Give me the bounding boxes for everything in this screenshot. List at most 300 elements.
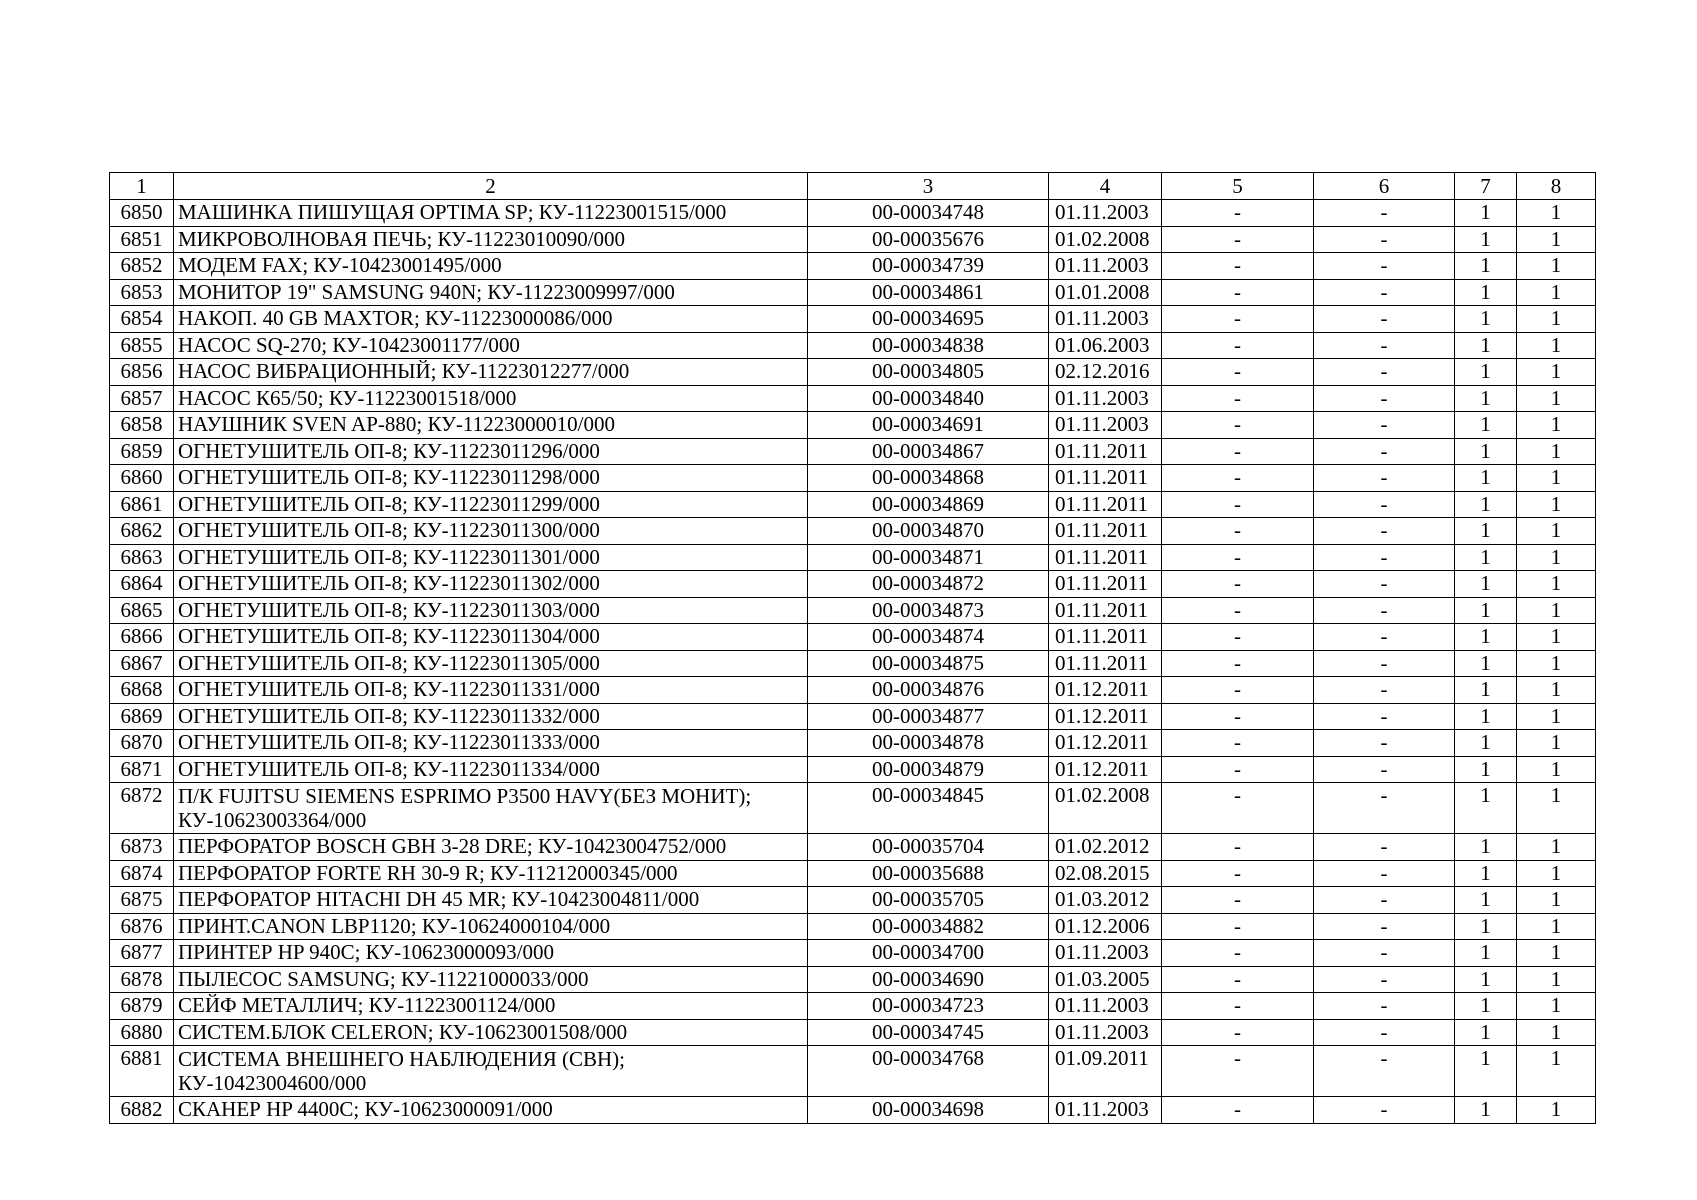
row-number: 6882: [110, 1097, 174, 1124]
date: 01.11.2003: [1049, 385, 1162, 412]
column-6-value: -: [1314, 438, 1455, 465]
column-7-value: 1: [1455, 834, 1517, 861]
date: 01.11.2011: [1049, 438, 1162, 465]
item-name: ПЕРФОРАТОР BOSCH GBH 3-28 DRE; КУ-10423004752/000: [174, 834, 808, 861]
column-7-value: 1: [1455, 438, 1517, 465]
table-row: [110, 518, 1596, 545]
inventory-code: 00-00034861: [808, 279, 1049, 306]
item-name: ОГНЕТУШИТЕЛЬ ОП-8; КУ-11223011301/000: [174, 544, 808, 571]
table-row: [110, 571, 1596, 598]
column-5-value: -: [1162, 887, 1314, 914]
column-7-value: 1: [1455, 913, 1517, 940]
date: 01.06.2003: [1049, 332, 1162, 359]
date: 01.01.2008: [1049, 279, 1162, 306]
inventory-code: 00-00034876: [808, 677, 1049, 704]
column-header-2: 2: [174, 173, 808, 200]
table-row: [110, 226, 1596, 253]
row-number: 6869: [110, 703, 174, 730]
item-name: НАКОП. 40 GB MAXTOR; КУ-11223000086/000: [174, 306, 808, 333]
column-5-value: -: [1162, 624, 1314, 651]
row-number: 6865: [110, 597, 174, 624]
column-6-value: -: [1314, 385, 1455, 412]
table-row: [110, 993, 1596, 1020]
row-number: 6856: [110, 359, 174, 386]
date: 01.09.2011: [1049, 1046, 1162, 1097]
item-name: МАШИНКА ПИШУЩАЯ OPTIMA SP; КУ-11223001515/000: [174, 200, 808, 227]
date: 01.02.2008: [1049, 783, 1162, 834]
column-5-value: -: [1162, 677, 1314, 704]
inventory-code: 00-00034878: [808, 730, 1049, 757]
column-5-value: -: [1162, 783, 1314, 834]
column-6-value: -: [1314, 491, 1455, 518]
table-row: [110, 438, 1596, 465]
column-5-value: -: [1162, 518, 1314, 545]
column-5-value: -: [1162, 412, 1314, 439]
column-5-value: -: [1162, 756, 1314, 783]
column-8-value: 1: [1517, 860, 1596, 887]
column-7-value: 1: [1455, 783, 1517, 834]
date: 01.11.2003: [1049, 253, 1162, 280]
column-5-value: -: [1162, 913, 1314, 940]
item-name: МОНИТОР 19" SAMSUNG 940N; КУ-11223009997/000: [174, 279, 808, 306]
row-number: 6879: [110, 993, 174, 1020]
column-5-value: -: [1162, 226, 1314, 253]
column-7-value: 1: [1455, 677, 1517, 704]
column-7-value: 1: [1455, 966, 1517, 993]
column-7-value: 1: [1455, 887, 1517, 914]
inventory-code: 00-00034869: [808, 491, 1049, 518]
column-8-value: 1: [1517, 279, 1596, 306]
date: 01.12.2011: [1049, 756, 1162, 783]
column-8-value: 1: [1517, 993, 1596, 1020]
column-7-value: 1: [1455, 597, 1517, 624]
date: 01.11.2003: [1049, 1097, 1162, 1124]
inventory-code: 00-00034838: [808, 332, 1049, 359]
column-7-value: 1: [1455, 993, 1517, 1020]
date: 01.11.2003: [1049, 993, 1162, 1020]
item-name: НАУШНИК SVEN AP-880; КУ-11223000010/000: [174, 412, 808, 439]
item-name: ПЕРФОРАТОР HITACHI DH 45 MR; КУ-10423004811/000: [174, 887, 808, 914]
column-8-value: 1: [1517, 385, 1596, 412]
date: 01.11.2011: [1049, 544, 1162, 571]
date: 01.11.2003: [1049, 200, 1162, 227]
column-7-value: 1: [1455, 253, 1517, 280]
column-5-value: -: [1162, 650, 1314, 677]
date: 02.12.2016: [1049, 359, 1162, 386]
column-6-value: -: [1314, 544, 1455, 571]
item-name: ОГНЕТУШИТЕЛЬ ОП-8; КУ-11223011299/000: [174, 491, 808, 518]
column-5-value: -: [1162, 834, 1314, 861]
column-8-value: 1: [1517, 306, 1596, 333]
date: 01.11.2003: [1049, 412, 1162, 439]
row-number: 6854: [110, 306, 174, 333]
date: 01.12.2011: [1049, 730, 1162, 757]
table-row: [110, 491, 1596, 518]
column-6-value: -: [1314, 703, 1455, 730]
column-8-value: 1: [1517, 359, 1596, 386]
table-row: [110, 385, 1596, 412]
column-8-value: 1: [1517, 1046, 1596, 1097]
column-8-value: 1: [1517, 518, 1596, 545]
column-5-value: -: [1162, 465, 1314, 492]
table-row: [110, 756, 1596, 783]
table-row: [110, 1019, 1596, 1046]
item-name: ОГНЕТУШИТЕЛЬ ОП-8; КУ-11223011296/000: [174, 438, 808, 465]
column-header-5: 5: [1162, 173, 1314, 200]
table-row: [110, 783, 1596, 834]
inventory-code: 00-00034882: [808, 913, 1049, 940]
column-5-value: -: [1162, 571, 1314, 598]
column-8-value: 1: [1517, 783, 1596, 834]
row-number: 6875: [110, 887, 174, 914]
row-number: 6876: [110, 913, 174, 940]
column-7-value: 1: [1455, 200, 1517, 227]
row-number: 6881: [110, 1046, 174, 1097]
item-name: ПРИНТ.CANON LBP1120; КУ-10624000104/000: [174, 913, 808, 940]
column-8-value: 1: [1517, 200, 1596, 227]
column-7-value: 1: [1455, 306, 1517, 333]
inventory-code: 00-00034873: [808, 597, 1049, 624]
row-number: 6874: [110, 860, 174, 887]
column-7-value: 1: [1455, 332, 1517, 359]
item-name: ОГНЕТУШИТЕЛЬ ОП-8; КУ-11223011304/000: [174, 624, 808, 651]
table-header: [110, 173, 1596, 200]
column-7-value: 1: [1455, 544, 1517, 571]
column-5-value: -: [1162, 597, 1314, 624]
row-number: 6850: [110, 200, 174, 227]
column-5-value: -: [1162, 1046, 1314, 1097]
row-number: 6851: [110, 226, 174, 253]
column-6-value: -: [1314, 571, 1455, 598]
item-name: ОГНЕТУШИТЕЛЬ ОП-8; КУ-11223011331/000: [174, 677, 808, 704]
column-7-value: 1: [1455, 940, 1517, 967]
column-8-value: 1: [1517, 887, 1596, 914]
column-7-value: 1: [1455, 730, 1517, 757]
column-7-value: 1: [1455, 518, 1517, 545]
row-number: 6880: [110, 1019, 174, 1046]
column-8-value: 1: [1517, 597, 1596, 624]
date: 02.08.2015: [1049, 860, 1162, 887]
column-5-value: -: [1162, 279, 1314, 306]
date: 01.12.2006: [1049, 913, 1162, 940]
column-7-value: 1: [1455, 226, 1517, 253]
column-6-value: -: [1314, 253, 1455, 280]
table-row: [110, 677, 1596, 704]
table-row: [110, 966, 1596, 993]
column-8-value: 1: [1517, 703, 1596, 730]
column-7-value: 1: [1455, 1097, 1517, 1124]
item-name: СИСТЕМА ВНЕШНЕГО НАБЛЮДЕНИЯ (СВН); КУ-10423004600/000: [174, 1046, 808, 1097]
column-7-value: 1: [1455, 703, 1517, 730]
date: 01.02.2008: [1049, 226, 1162, 253]
inventory-code: 00-00035688: [808, 860, 1049, 887]
table-row: [110, 834, 1596, 861]
column-5-value: -: [1162, 359, 1314, 386]
date: 01.03.2012: [1049, 887, 1162, 914]
column-5-value: -: [1162, 544, 1314, 571]
table-row: [110, 306, 1596, 333]
item-name: СИСТЕМ.БЛОК CELERON; КУ-10623001508/000: [174, 1019, 808, 1046]
item-name: ПЫЛЕСОС SAMSUNG; КУ-11221000033/000: [174, 966, 808, 993]
column-7-value: 1: [1455, 385, 1517, 412]
column-6-value: -: [1314, 279, 1455, 306]
item-name: НАСОС SQ-270; КУ-10423001177/000: [174, 332, 808, 359]
table-row: [110, 940, 1596, 967]
item-name: ОГНЕТУШИТЕЛЬ ОП-8; КУ-11223011298/000: [174, 465, 808, 492]
row-number: 6870: [110, 730, 174, 757]
date: 01.03.2005: [1049, 966, 1162, 993]
date: 01.11.2011: [1049, 650, 1162, 677]
column-7-value: 1: [1455, 860, 1517, 887]
item-name: ПЕРФОРАТОР FORTE RH 30-9 R; КУ-11212000345/000: [174, 860, 808, 887]
column-5-value: -: [1162, 860, 1314, 887]
inventory-code: 00-00034690: [808, 966, 1049, 993]
column-7-value: 1: [1455, 756, 1517, 783]
column-header-7: 7: [1455, 173, 1517, 200]
date: 01.12.2011: [1049, 703, 1162, 730]
row-number: 6863: [110, 544, 174, 571]
column-7-value: 1: [1455, 650, 1517, 677]
column-6-value: -: [1314, 730, 1455, 757]
inventory-code: 00-00034700: [808, 940, 1049, 967]
row-number: 6860: [110, 465, 174, 492]
column-5-value: -: [1162, 993, 1314, 1020]
inventory-code: 00-00034845: [808, 783, 1049, 834]
column-8-value: 1: [1517, 730, 1596, 757]
inventory-code: 00-00035704: [808, 834, 1049, 861]
column-header-4: 4: [1049, 173, 1162, 200]
column-8-value: 1: [1517, 438, 1596, 465]
column-6-value: -: [1314, 783, 1455, 834]
column-5-value: -: [1162, 253, 1314, 280]
column-5-value: -: [1162, 200, 1314, 227]
column-8-value: 1: [1517, 1019, 1596, 1046]
inventory-code: 00-00034739: [808, 253, 1049, 280]
column-6-value: -: [1314, 940, 1455, 967]
column-6-value: -: [1314, 993, 1455, 1020]
column-8-value: 1: [1517, 544, 1596, 571]
date: 01.02.2012: [1049, 834, 1162, 861]
item-name: СКАНЕР HP 4400C; КУ-10623000091/000: [174, 1097, 808, 1124]
column-8-value: 1: [1517, 226, 1596, 253]
column-8-value: 1: [1517, 624, 1596, 651]
inventory-code: 00-00034871: [808, 544, 1049, 571]
column-5-value: -: [1162, 332, 1314, 359]
column-8-value: 1: [1517, 677, 1596, 704]
column-6-value: -: [1314, 518, 1455, 545]
item-name: ПРИНТЕР HP 940C; КУ-10623000093/000: [174, 940, 808, 967]
date: 01.12.2011: [1049, 677, 1162, 704]
column-6-value: -: [1314, 226, 1455, 253]
column-5-value: -: [1162, 438, 1314, 465]
inventory-code: 00-00034872: [808, 571, 1049, 598]
item-name: ОГНЕТУШИТЕЛЬ ОП-8; КУ-11223011302/000: [174, 571, 808, 598]
column-5-value: -: [1162, 703, 1314, 730]
table-row: [110, 1046, 1596, 1097]
date: 01.11.2003: [1049, 940, 1162, 967]
inventory-code: 00-00034698: [808, 1097, 1049, 1124]
column-8-value: 1: [1517, 834, 1596, 861]
column-8-value: 1: [1517, 253, 1596, 280]
column-7-value: 1: [1455, 279, 1517, 306]
column-6-value: -: [1314, 597, 1455, 624]
inventory-code: 00-00034748: [808, 200, 1049, 227]
column-8-value: 1: [1517, 465, 1596, 492]
date: 01.11.2003: [1049, 306, 1162, 333]
row-number: 6862: [110, 518, 174, 545]
column-5-value: -: [1162, 385, 1314, 412]
column-7-value: 1: [1455, 571, 1517, 598]
item-name: НАСОС ВИБРАЦИОННЫЙ; КУ-11223012277/000: [174, 359, 808, 386]
column-5-value: -: [1162, 1097, 1314, 1124]
column-6-value: -: [1314, 200, 1455, 227]
row-number: 6866: [110, 624, 174, 651]
item-name: ОГНЕТУШИТЕЛЬ ОП-8; КУ-11223011333/000: [174, 730, 808, 757]
date: 01.11.2011: [1049, 571, 1162, 598]
inventory-code: 00-00034695: [808, 306, 1049, 333]
table-row: [110, 412, 1596, 439]
row-number: 6861: [110, 491, 174, 518]
inventory-table: [109, 172, 1596, 1124]
item-name: СЕЙФ МЕТАЛЛИЧ; КУ-11223001124/000: [174, 993, 808, 1020]
column-5-value: -: [1162, 730, 1314, 757]
row-number: 6857: [110, 385, 174, 412]
inventory-code: 00-00034870: [808, 518, 1049, 545]
inventory-code: 00-00034840: [808, 385, 1049, 412]
column-8-value: 1: [1517, 1097, 1596, 1124]
inventory-code: 00-00034805: [808, 359, 1049, 386]
table-row: [110, 253, 1596, 280]
column-8-value: 1: [1517, 491, 1596, 518]
inventory-code: 00-00034768: [808, 1046, 1049, 1097]
inventory-code: 00-00034745: [808, 1019, 1049, 1046]
item-name: ОГНЕТУШИТЕЛЬ ОП-8; КУ-11223011300/000: [174, 518, 808, 545]
row-number: 6872: [110, 783, 174, 834]
row-number: 6868: [110, 677, 174, 704]
column-header-1: 1: [110, 173, 174, 200]
table-row: [110, 332, 1596, 359]
table-row: [110, 730, 1596, 757]
column-6-value: -: [1314, 913, 1455, 940]
inventory-code: 00-00034874: [808, 624, 1049, 651]
table-row: [110, 887, 1596, 914]
column-6-value: -: [1314, 359, 1455, 386]
column-6-value: -: [1314, 860, 1455, 887]
inventory-code: 00-00035676: [808, 226, 1049, 253]
table-row: [110, 544, 1596, 571]
column-6-value: -: [1314, 465, 1455, 492]
table-row: [110, 465, 1596, 492]
row-number: 6853: [110, 279, 174, 306]
column-6-value: -: [1314, 412, 1455, 439]
column-6-value: -: [1314, 1097, 1455, 1124]
row-number: 6852: [110, 253, 174, 280]
column-5-value: -: [1162, 940, 1314, 967]
table-row: [110, 913, 1596, 940]
item-name: П/К FUJITSU SIEMENS ESPRIMO P3500 HAVY(БЕЗ МОНИТ); КУ-10623003364/000: [174, 783, 808, 834]
inventory-code: 00-00034877: [808, 703, 1049, 730]
table-row: [110, 703, 1596, 730]
row-number: 6878: [110, 966, 174, 993]
column-6-value: -: [1314, 834, 1455, 861]
item-name: ОГНЕТУШИТЕЛЬ ОП-8; КУ-11223011332/000: [174, 703, 808, 730]
table-row: [110, 860, 1596, 887]
item-name: НАСОС К65/50; КУ-11223001518/000: [174, 385, 808, 412]
item-name: ОГНЕТУШИТЕЛЬ ОП-8; КУ-11223011334/000: [174, 756, 808, 783]
column-6-value: -: [1314, 650, 1455, 677]
column-6-value: -: [1314, 332, 1455, 359]
column-header-8: 8: [1517, 173, 1596, 200]
column-6-value: -: [1314, 1046, 1455, 1097]
column-header-3: 3: [808, 173, 1049, 200]
row-number: 6877: [110, 940, 174, 967]
header-row: [110, 173, 1596, 200]
row-number: 6867: [110, 650, 174, 677]
table-row: [110, 279, 1596, 306]
table-row: [110, 650, 1596, 677]
date: 01.11.2011: [1049, 491, 1162, 518]
item-name: МИКРОВОЛНОВАЯ ПЕЧЬ; КУ-11223010090/000: [174, 226, 808, 253]
inventory-code: 00-00034879: [808, 756, 1049, 783]
date: 01.11.2011: [1049, 597, 1162, 624]
inventory-code: 00-00034867: [808, 438, 1049, 465]
row-number: 6871: [110, 756, 174, 783]
column-7-value: 1: [1455, 359, 1517, 386]
date: 01.11.2011: [1049, 518, 1162, 545]
table-row: [110, 1097, 1596, 1124]
table-row: [110, 624, 1596, 651]
inventory-code: 00-00034868: [808, 465, 1049, 492]
column-5-value: -: [1162, 306, 1314, 333]
inventory-code: 00-00034723: [808, 993, 1049, 1020]
column-5-value: -: [1162, 1019, 1314, 1046]
row-number: 6864: [110, 571, 174, 598]
date: 01.11.2011: [1049, 624, 1162, 651]
table-row: [110, 597, 1596, 624]
column-7-value: 1: [1455, 1019, 1517, 1046]
date: 01.11.2003: [1049, 1019, 1162, 1046]
table-body: [110, 200, 1596, 1124]
column-8-value: 1: [1517, 966, 1596, 993]
column-8-value: 1: [1517, 940, 1596, 967]
column-5-value: -: [1162, 491, 1314, 518]
table-row: [110, 200, 1596, 227]
column-6-value: -: [1314, 677, 1455, 704]
column-7-value: 1: [1455, 412, 1517, 439]
column-6-value: -: [1314, 624, 1455, 651]
column-8-value: 1: [1517, 412, 1596, 439]
inventory-code: 00-00034875: [808, 650, 1049, 677]
inventory-code: 00-00034691: [808, 412, 1049, 439]
column-8-value: 1: [1517, 571, 1596, 598]
column-7-value: 1: [1455, 1046, 1517, 1097]
column-6-value: -: [1314, 306, 1455, 333]
item-name: ОГНЕТУШИТЕЛЬ ОП-8; КУ-11223011303/000: [174, 597, 808, 624]
column-6-value: -: [1314, 756, 1455, 783]
column-7-value: 1: [1455, 465, 1517, 492]
table-row: [110, 359, 1596, 386]
row-number: 6859: [110, 438, 174, 465]
column-8-value: 1: [1517, 650, 1596, 677]
inventory-code: 00-00035705: [808, 887, 1049, 914]
column-8-value: 1: [1517, 913, 1596, 940]
column-8-value: 1: [1517, 332, 1596, 359]
column-7-value: 1: [1455, 624, 1517, 651]
item-name: МОДЕМ FAX; КУ-10423001495/000: [174, 253, 808, 280]
row-number: 6858: [110, 412, 174, 439]
row-number: 6855: [110, 332, 174, 359]
column-header-6: 6: [1314, 173, 1455, 200]
